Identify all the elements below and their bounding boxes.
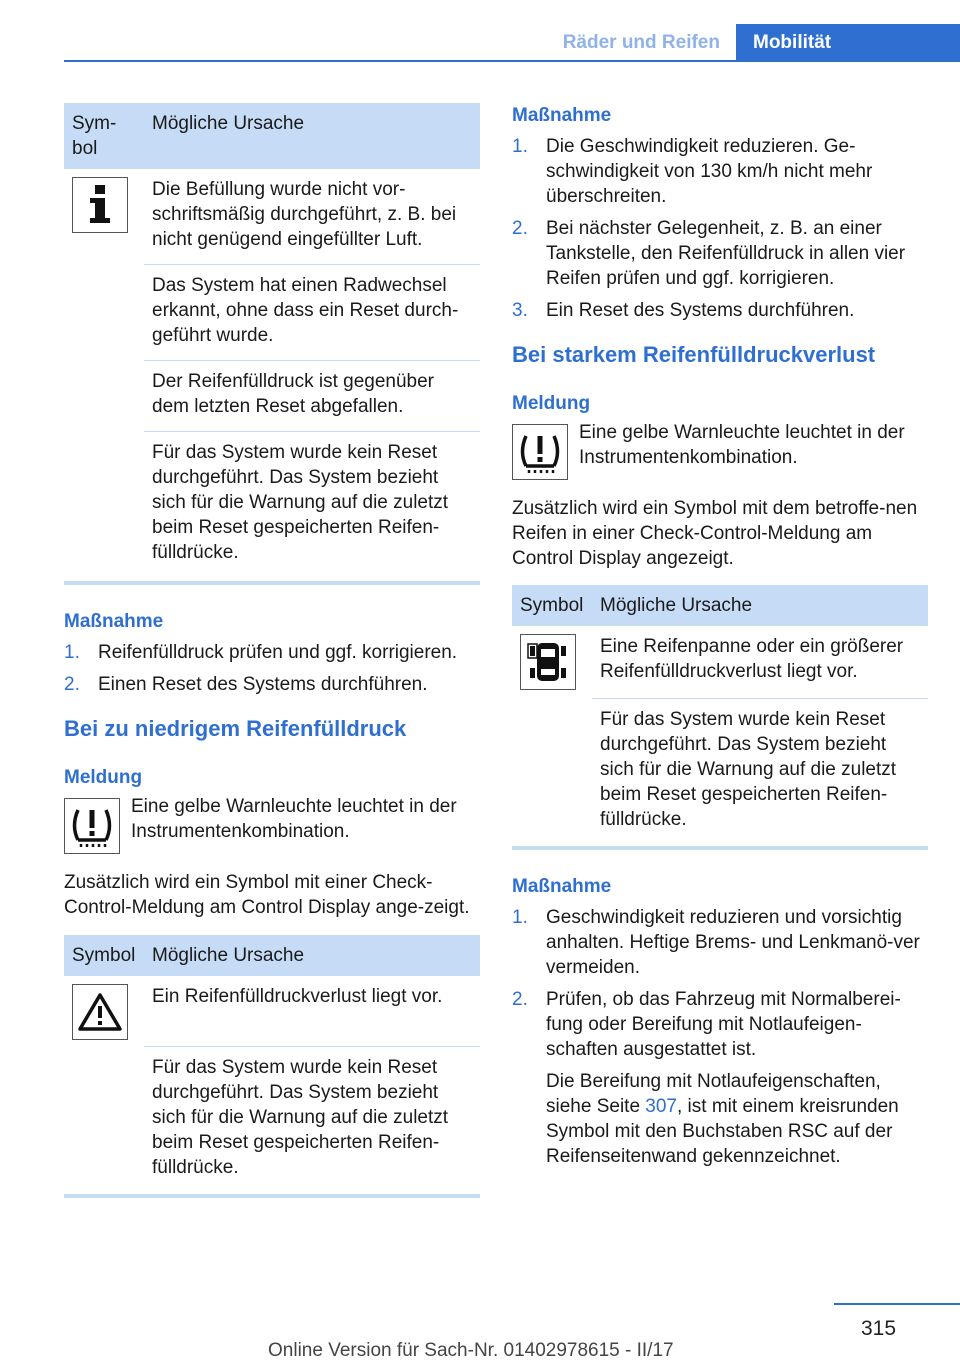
step-text: Bei nächster Gelegenheit, z. B. an einer Tankstelle, den Reifenfülldruck in allen vier Reifen prüfen und ggf. korrigieren. bbox=[546, 218, 906, 289]
cause-text: Ein Reifenfülldruckverlust liegt vor. bbox=[144, 976, 480, 1047]
table-header-symbol: Symbol bbox=[64, 935, 144, 976]
warning-triangle-icon bbox=[72, 984, 128, 1040]
table-end-rule bbox=[64, 1194, 480, 1198]
header-rule bbox=[64, 60, 960, 62]
step-text: Reifenfülldruck prüfen und ggf. korrigieren. bbox=[98, 642, 458, 663]
table-end-rule bbox=[64, 581, 480, 585]
cause-text: Die Befüllung wurde nicht vor-schriftsmäßig durchgeführt, z. B. bei nicht genügend eingefüllter Luft. bbox=[144, 169, 480, 265]
online-version-note: Online Version für Sach-Nr. 01402978615 - II/17 bbox=[268, 1340, 674, 1361]
measure-list bbox=[512, 134, 928, 323]
measure-heading: Maßnahme bbox=[64, 611, 164, 632]
step-number: 1. bbox=[512, 136, 528, 157]
table-header-cause: Mögliche Ursache bbox=[144, 935, 480, 976]
step-text: Die Geschwindigkeit reduzieren. Ge-schwindigkeit von 130 km/h nicht mehr überschreiten. bbox=[546, 136, 873, 207]
section-heading: Bei zu niedrigem Reifenfülldruck bbox=[64, 716, 407, 741]
message-text: Eine gelbe Warnleuchte leuchtet in der Instrumentenkombination. bbox=[131, 796, 457, 842]
step-number: 2. bbox=[512, 989, 528, 1010]
symbol-cell bbox=[512, 626, 592, 844]
step-text-main: Prüfen, ob das Fahrzeug mit Normalberei-fung oder Bereifung mit Notlaufeigen-schaften ausgestattet ist. bbox=[546, 989, 901, 1060]
message-row bbox=[64, 794, 480, 854]
step-text: Geschwindigkeit reduzieren und vorsichtig anhalten. Heftige Brems- und Lenkmanö-ver vermeiden. bbox=[546, 907, 920, 978]
step-number: 3. bbox=[512, 300, 528, 321]
step-text: Ein Reset des Systems durchführen. bbox=[546, 300, 855, 321]
page-number: 315 bbox=[861, 1317, 897, 1340]
chapter-tab[interactable]: Mobilität bbox=[736, 24, 960, 62]
tire-pressure-warning-icon bbox=[512, 424, 568, 480]
measure-list bbox=[512, 905, 928, 1169]
note-text-after: , ist mit einem kreisrunden Symbol mit den Buchstaben RSC auf der Reifenseitenwand gekennzeichnet. bbox=[546, 1096, 899, 1167]
page-reference-link[interactable]: 307 bbox=[645, 1096, 677, 1117]
table-header-cause: Mögliche Ursache bbox=[144, 103, 480, 169]
list-item bbox=[512, 134, 928, 209]
cause-text: Eine Reifenpanne oder ein größerer Reifenfülldruckverlust liegt vor. bbox=[592, 626, 928, 699]
cause-text: Für das System wurde kein Reset durchgeführt. Das System bezieht sich für die Warnung auf die zuletzt beim Reset gespeicherten Reifen-fülldrücke. bbox=[600, 709, 897, 830]
step-text: Einen Reset des Systems durchführen. bbox=[98, 674, 428, 695]
tire-pressure-warning-icon bbox=[64, 798, 120, 854]
list-item bbox=[512, 905, 928, 980]
extra-text: Zusätzlich wird ein Symbol mit dem betroffe-nen Reifen in einer Check-Control-Meldung am Control Display angezeigt. bbox=[512, 498, 918, 569]
list-item bbox=[512, 987, 928, 1169]
measure-list bbox=[64, 640, 480, 697]
step-number: 2. bbox=[64, 674, 80, 695]
table-row bbox=[64, 976, 480, 1047]
message-heading: Meldung bbox=[64, 767, 143, 788]
table-header-symbol: Sym- bol bbox=[64, 103, 144, 169]
step-note bbox=[546, 1069, 928, 1169]
step-number: 1. bbox=[512, 907, 528, 928]
footer-rule bbox=[834, 1303, 960, 1305]
message-text: Eine gelbe Warnleuchte leuchtet in der Instrumentenkombination. bbox=[579, 422, 905, 468]
section-breadcrumb[interactable]: Räder und Reifen bbox=[562, 32, 720, 53]
message-row bbox=[512, 420, 928, 480]
extra-text: Zusätzlich wird ein Symbol mit einer Check-Control-Meldung am Control Display ange-zeigt. bbox=[64, 872, 470, 918]
symbol-cell bbox=[64, 169, 144, 577]
list-item bbox=[64, 672, 480, 697]
note-text-before: Die Bereifung mit Notlaufeigenschaften, siehe Seite bbox=[546, 1071, 881, 1117]
table-row bbox=[64, 169, 480, 265]
step-number: 1. bbox=[64, 642, 80, 663]
table-header-symbol: Symbol bbox=[512, 585, 592, 626]
page-header bbox=[0, 0, 960, 62]
message-heading: Meldung bbox=[512, 393, 591, 414]
list-item bbox=[512, 298, 928, 323]
left-column bbox=[64, 103, 480, 1198]
symbol-table-flat-tire bbox=[512, 585, 928, 844]
measure-heading: Maßnahme bbox=[512, 876, 612, 897]
cause-text: Das System hat einen Radwechsel erkannt, ohne dass ein Reset durch-geführt wurde. bbox=[144, 265, 480, 361]
info-icon bbox=[72, 177, 128, 233]
section-heading: Bei starkem Reifenfülldruckverlust bbox=[512, 342, 876, 367]
cause-text: Für das System wurde kein Reset durchgeführt. Das System bezieht sich für die Warnung auf die zuletzt beim Reset gespeicherten Reifen-fülldrücke. bbox=[152, 1057, 449, 1178]
symbol-table-info bbox=[64, 103, 480, 577]
symbol-table-warning bbox=[64, 935, 480, 1192]
symbol-cell bbox=[64, 976, 144, 1192]
car-flat-tire-icon bbox=[520, 634, 576, 690]
step-number: 2. bbox=[512, 218, 528, 239]
list-item bbox=[512, 216, 928, 291]
measure-heading: Maßnahme bbox=[512, 105, 612, 126]
table-row bbox=[512, 626, 928, 699]
step-text bbox=[546, 987, 928, 1169]
right-column bbox=[512, 103, 928, 1176]
table-end-rule bbox=[512, 846, 928, 850]
cause-text: Für das System wurde kein Reset durchgeführt. Das System bezieht sich für die Warnung auf die zuletzt beim Reset gespeicherten Reifen-fülldrücke. bbox=[152, 442, 449, 563]
table-header-cause: Mögliche Ursache bbox=[592, 585, 928, 626]
list-item bbox=[64, 640, 480, 665]
cause-text: Der Reifenfülldruck ist gegenüber dem letzten Reset abgefallen. bbox=[144, 361, 480, 432]
